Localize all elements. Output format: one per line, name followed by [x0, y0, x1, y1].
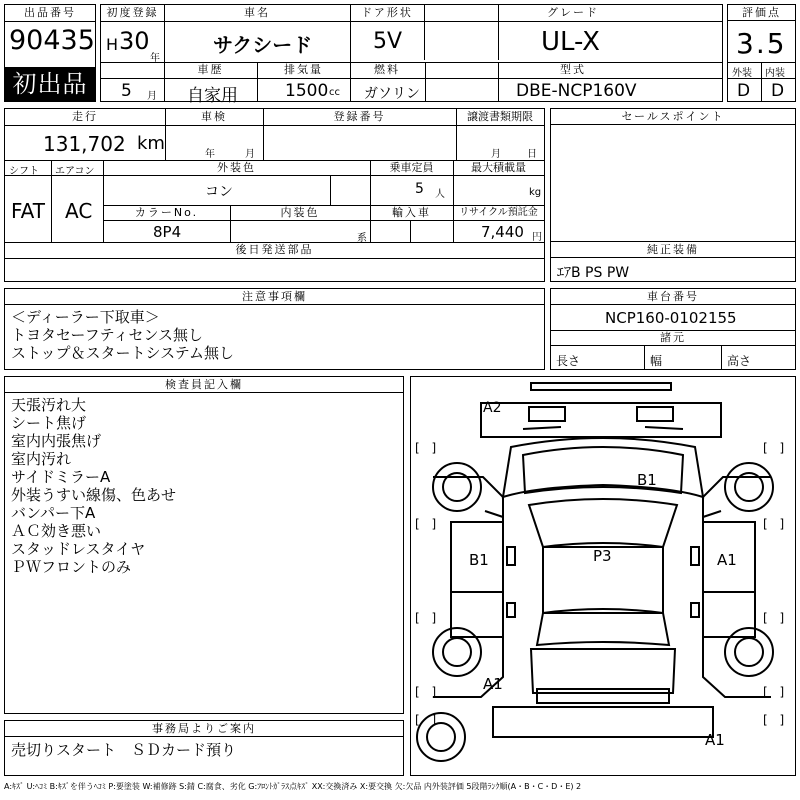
reg-year: 30	[119, 27, 150, 55]
car-name-label: 車名	[244, 6, 270, 19]
equipment-label: 純正装備	[551, 242, 795, 258]
lot-number: 90435	[9, 25, 95, 56]
mark-rear-bumper: A1	[705, 731, 725, 749]
color-no: 8P4	[153, 223, 182, 241]
capacity-label: 乗車定員	[389, 161, 434, 174]
car-name: サクシード	[213, 33, 313, 57]
bracket-left: [ ]	[415, 517, 441, 531]
year-unit: 年	[150, 53, 160, 64]
grade: UL-X	[541, 27, 600, 57]
inspector-line: ＰＷフロントのみ	[11, 558, 132, 576]
sales-points	[550, 108, 796, 242]
inspector-line: 室内汚れ	[11, 450, 72, 468]
import-label: 輸入車	[392, 206, 431, 219]
capacity-unit: 人	[435, 189, 445, 200]
inspector-label: 検査員記入欄	[5, 377, 403, 393]
mark-right-side: A1	[717, 551, 737, 569]
chassis-box	[550, 288, 796, 370]
model: DBE-NCP160V	[516, 81, 637, 101]
era: H	[106, 35, 119, 54]
recycle-unit: 円	[532, 232, 542, 243]
bracket-right: [ ]	[763, 611, 789, 625]
mileage-label: 走行	[72, 110, 98, 123]
inspector-line: 室内内張焦げ	[11, 432, 102, 450]
ac-label: エアコン	[55, 166, 95, 177]
office-label: 事務局よりご案内	[5, 721, 403, 737]
transfer-month-unit: 月	[491, 149, 501, 160]
score: 3.5	[736, 27, 787, 60]
shift: FAT	[11, 199, 46, 223]
recycle-label: リサイクル預託金	[459, 207, 538, 218]
mark-rear-left: A1	[483, 675, 503, 693]
displacement: 1500	[285, 81, 329, 101]
mark-roof: P3	[593, 547, 612, 565]
later-parts-label: 後日発送部品	[235, 243, 314, 256]
color-no-label: カラーNo.	[134, 206, 199, 219]
caution-line: ストップ＆スタートシステム無し	[11, 344, 235, 362]
inspector-line: シート焦げ	[11, 414, 87, 432]
legend: A:ｷｽﾞ U:ﾍｺﾐ B:ｷｽﾞを伴うﾍｺﾐ P:要塗装 W:補修跡 S:錆 C:腐食、劣化 G:ﾌﾛﾝﾄｶﾞﾗｽ点ｷｽﾞ XX:交換済み X:要交換 欠:欠品 内外装評価 5段階ﾗﾝｸ順(A・B・C・D・E) 2	[4, 782, 582, 791]
sales-points-label: セールスポイント	[551, 109, 795, 125]
caution-line: ＜ディーラー下取車＞	[11, 308, 160, 326]
max-load-label: 最大積載量	[471, 161, 526, 174]
inspector-line: サイドミラーA	[11, 468, 111, 486]
fuel: ガソリン	[364, 86, 420, 102]
inspector-line: スタッドレスタイヤ	[11, 540, 146, 558]
lot-number-label: 出品番号	[5, 5, 95, 22]
mileage: 131,702	[43, 132, 126, 156]
first-listing-badge: 初出品	[5, 67, 95, 101]
history: 自家用	[187, 86, 238, 106]
shift-label: シフト	[9, 166, 39, 177]
interior-grade: D	[771, 81, 785, 101]
caution-label: 注意事項欄	[5, 289, 544, 305]
ext-color-label: 外装色	[217, 161, 256, 174]
bracket-right: [ ]	[763, 441, 789, 455]
chassis-label: 車台番号	[551, 289, 795, 305]
score-block	[727, 4, 796, 102]
specs-table	[4, 108, 545, 282]
width-label: 幅	[650, 354, 663, 368]
equipment	[550, 241, 796, 282]
recycle: 7,440	[481, 223, 524, 241]
transfer-day-unit: 日	[527, 149, 537, 160]
mark-left-side: B1	[469, 551, 489, 569]
office-box	[4, 720, 404, 776]
dims-label: 諸元	[551, 330, 795, 346]
exterior-label: 外装	[732, 68, 752, 79]
plate-label: 登録番号	[333, 110, 386, 123]
inspector-box	[4, 376, 404, 714]
car-outline	[411, 377, 795, 775]
header-table	[100, 4, 723, 106]
capacity: 5	[415, 181, 424, 197]
chassis-number: NCP160-0102155	[605, 309, 737, 327]
office-value: 売切りスタート ＳＤカード預り	[11, 741, 237, 759]
model-label: 型式	[560, 63, 586, 76]
insp-year-unit: 年	[205, 149, 215, 160]
reg-month: 5	[121, 81, 132, 101]
bracket-left: [ ]	[415, 441, 441, 455]
bracket-left: [ ]	[415, 611, 441, 625]
history-label: 車歴	[197, 63, 224, 76]
bracket-left: [ ]	[415, 685, 441, 699]
inspector-line: ＡＣ効き悪い	[11, 522, 102, 540]
first-reg-label: 初度登録	[106, 6, 159, 19]
score-label: 評価点	[728, 5, 795, 21]
bracket-left: [ ]	[415, 713, 441, 727]
caution-box	[4, 288, 545, 370]
transfer-label: 譲渡書類期限	[467, 110, 533, 123]
grade-label: グレード	[547, 6, 599, 19]
month-unit: 月	[147, 91, 157, 102]
bracket-right: [ ]	[763, 713, 789, 727]
length-label: 長さ	[556, 354, 581, 368]
displacement-unit: cc	[329, 87, 340, 98]
fuel-label: 燃料	[374, 63, 400, 76]
mark-front-bumper: A2	[483, 400, 502, 416]
door-type: 5V	[373, 29, 403, 54]
max-load-unit: kg	[529, 187, 542, 198]
int-color-unit: 系	[357, 233, 367, 244]
ext-color: コン	[205, 184, 233, 200]
caution-line: トヨタセーフティセンス無し	[11, 326, 204, 344]
inspector-line: バンパー下A	[11, 504, 96, 522]
bracket-right: [ ]	[763, 685, 789, 699]
inspector-line: 天張汚れ大	[11, 396, 87, 414]
displacement-label: 排気量	[284, 63, 323, 76]
door-label: ドア形状	[361, 6, 413, 19]
exterior-grade: D	[737, 81, 751, 101]
inspector-line: 外装うすい線傷、色あせ	[11, 486, 177, 504]
height-label: 高さ	[727, 354, 752, 368]
mileage-unit: km	[137, 133, 165, 154]
bracket-right: [ ]	[763, 517, 789, 531]
lot-block	[4, 4, 96, 102]
ac: AC	[65, 199, 93, 223]
inspection-label: 車検	[201, 110, 227, 123]
insp-month-unit: 月	[245, 149, 255, 160]
equipment-value: ｴｱB PS PW	[557, 265, 630, 281]
mark-hood: B1	[637, 471, 657, 489]
int-color-label: 内装色	[280, 206, 320, 219]
interior-label: 内装	[765, 68, 785, 79]
car-diagram	[410, 376, 796, 776]
